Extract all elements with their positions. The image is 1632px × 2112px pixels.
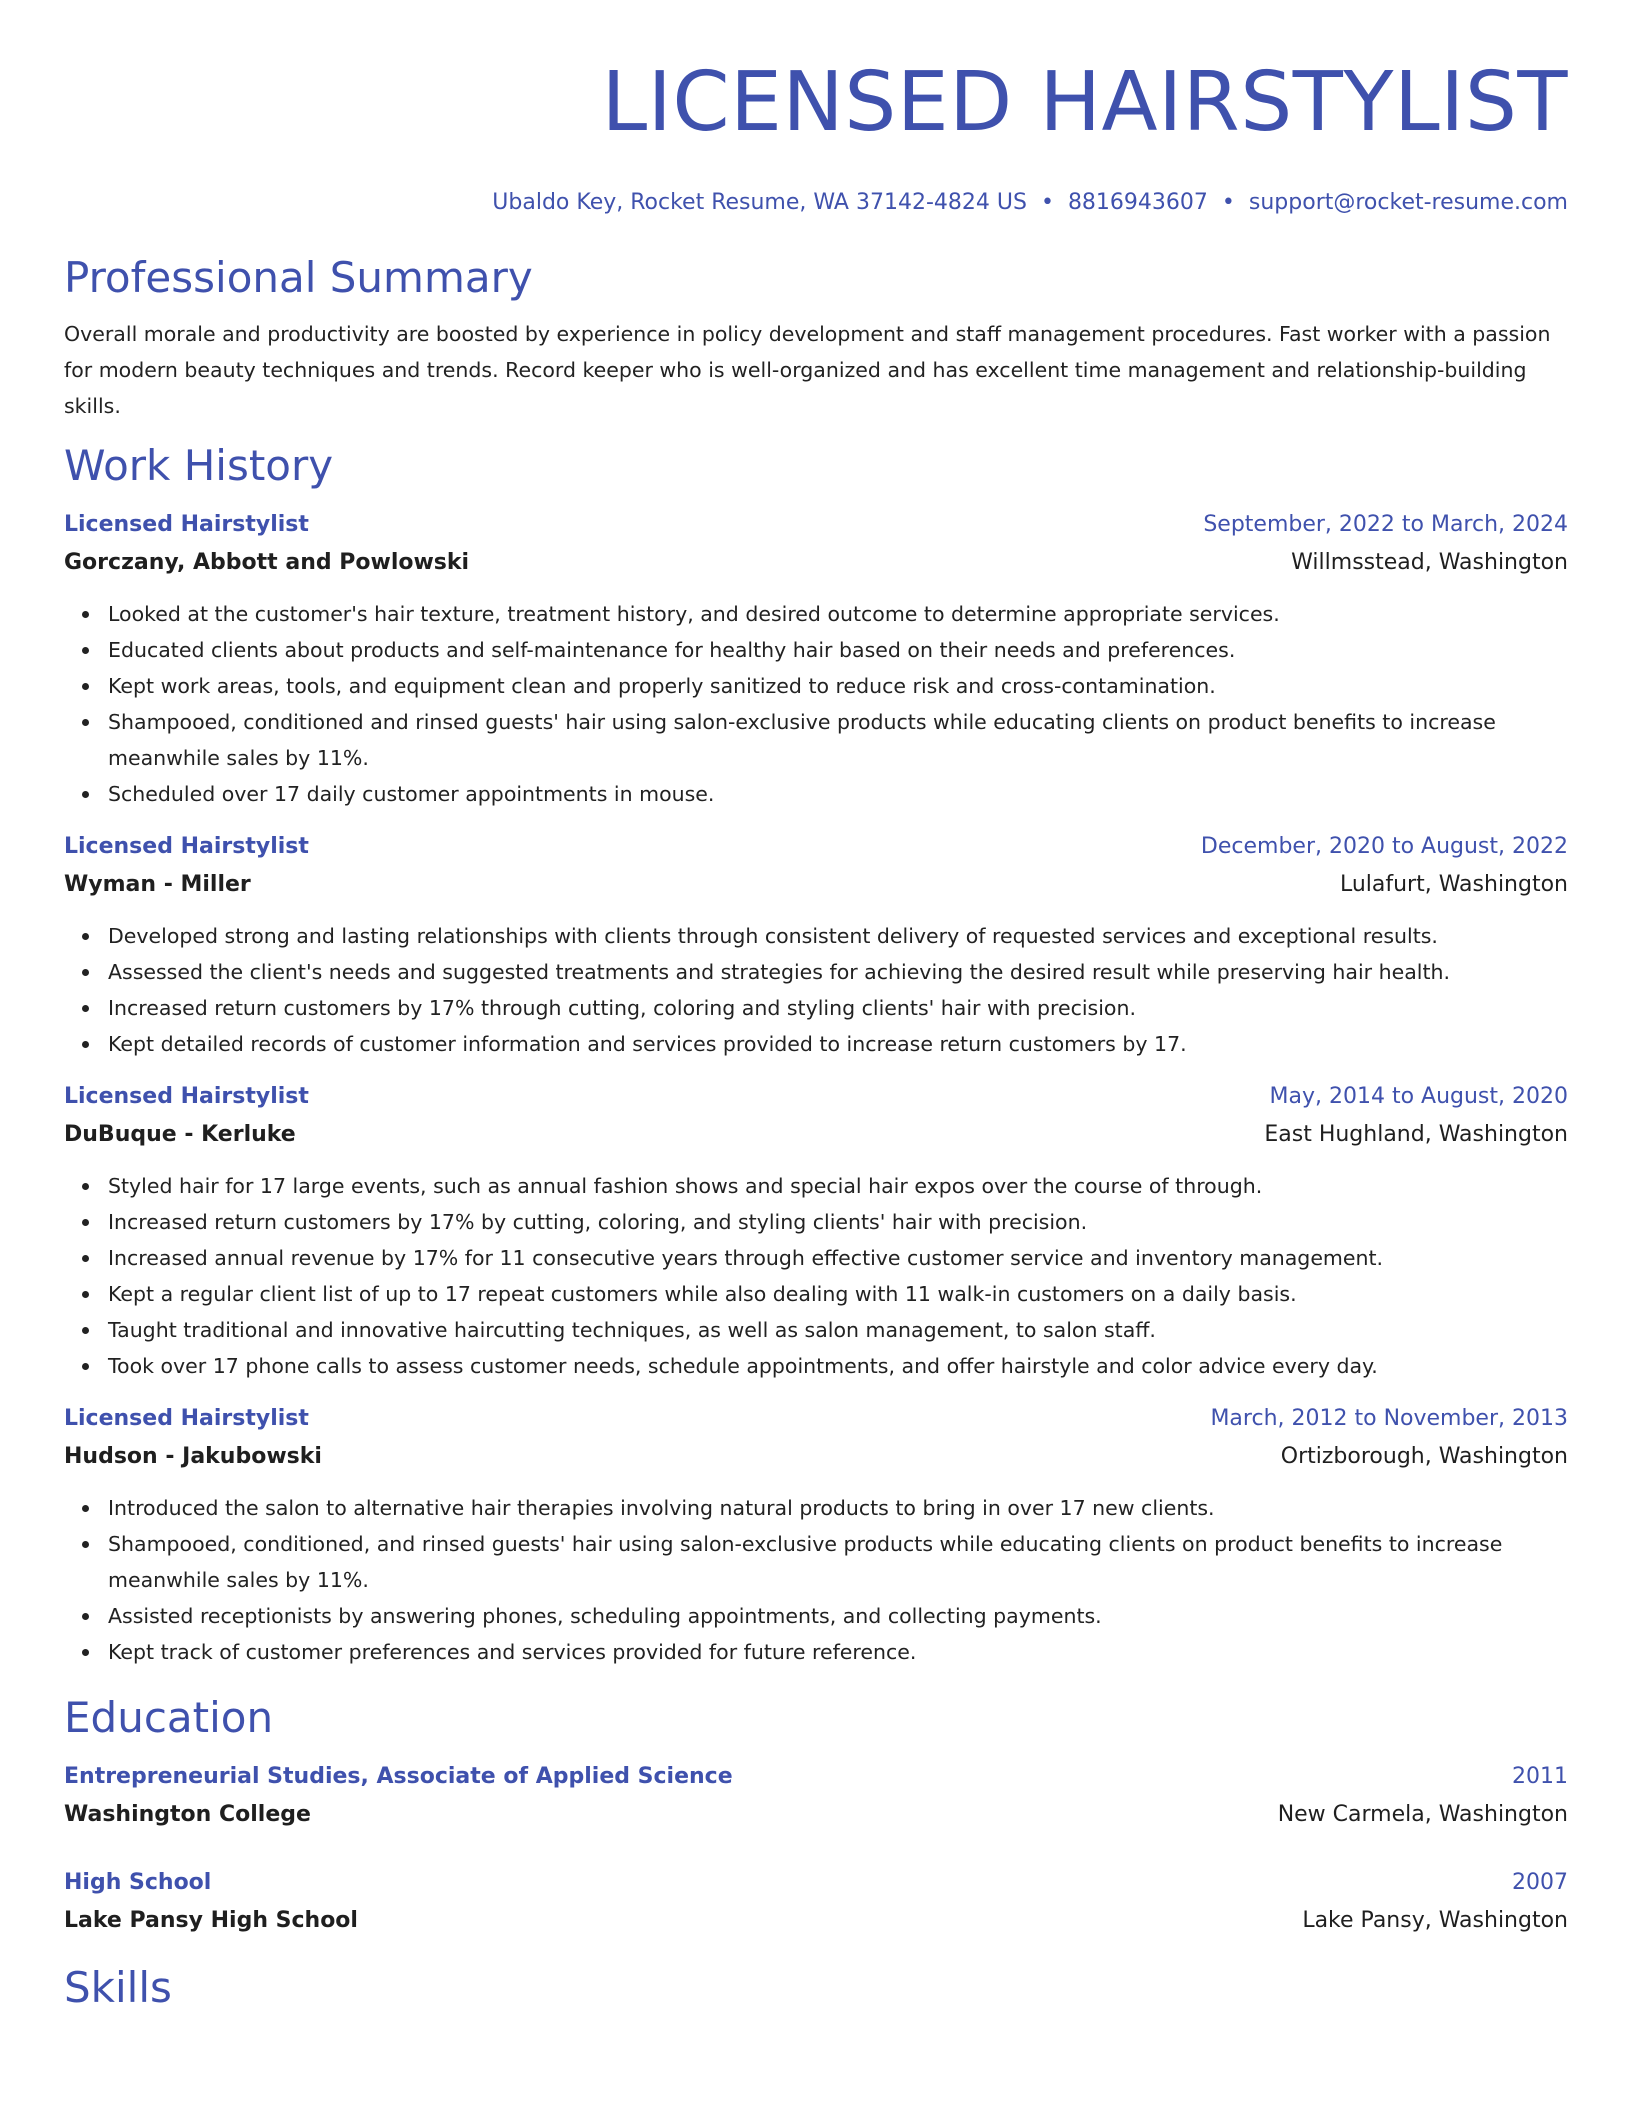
- job-bullet: Looked at the customer's hair texture, treatment history, and desired outcome to determine appropriate services.: [108, 596, 1568, 632]
- job-bullet: Increased return customers by 17% through cutting, coloring and styling clients' hair with precision.: [108, 990, 1568, 1026]
- job-bullets: [64, 596, 1568, 812]
- work-entry-subheader: [64, 544, 1568, 582]
- job-dates: December, 2020 to August, 2022: [1200, 834, 1568, 859]
- job-bullet: Taught traditional and innovative haircutting techniques, as well as salon management, to salon staff.: [108, 1312, 1568, 1348]
- education-entry: [64, 1864, 1568, 1940]
- job-bullets: [64, 918, 1568, 1062]
- job-bullet: Shampooed, conditioned, and rinsed guests' hair using salon-exclusive products while educating clients on product benefits to increase meanwhile sales by 11%.: [108, 1526, 1568, 1598]
- education-year: 2007: [1512, 1870, 1568, 1895]
- job-bullet: Scheduled over 17 daily customer appointments in mouse.: [108, 776, 1568, 812]
- job-bullet: Kept track of customer preferences and services provided for future reference.: [108, 1634, 1568, 1670]
- job-bullet: Kept a regular client list of up to 17 repeat customers while also dealing with 11 walk-in customers on a daily basis.: [108, 1276, 1568, 1312]
- job-company: DuBuque - Kerluke: [64, 1122, 296, 1147]
- job-bullet: Took over 17 phone calls to assess customer needs, schedule appointments, and offer hairstyle and color advice every day.: [108, 1348, 1568, 1384]
- education-school: Lake Pansy High School: [64, 1908, 358, 1933]
- contact-separator: •: [1040, 190, 1054, 215]
- job-bullet: Educated clients about products and self-maintenance for healthy hair based on their needs and preferences.: [108, 632, 1568, 668]
- job-title: Licensed Hairstylist: [64, 834, 309, 859]
- job-bullet: Developed strong and lasting relationships with clients through consistent delivery of requested services and exceptional results.: [108, 918, 1568, 954]
- education-entry-subheader: [64, 1902, 1568, 1940]
- education-entry-subheader: [64, 1796, 1568, 1834]
- contact-email[interactable]: support@rocket-resume.com: [1248, 190, 1568, 215]
- education-heading: Education: [64, 1693, 274, 1742]
- work-entry-subheader: [64, 1438, 1568, 1476]
- education-school: Washington College: [64, 1802, 311, 1827]
- job-company: Wyman - Miller: [64, 872, 251, 897]
- job-bullet: Introduced the salon to alternative hair therapies involving natural products to bring in over 17 new clients.: [108, 1490, 1568, 1526]
- job-title: Licensed Hairstylist: [64, 1406, 309, 1431]
- contact-separator: •: [1221, 190, 1235, 215]
- job-bullets: [64, 1168, 1568, 1384]
- work-entry: [64, 828, 1568, 1062]
- job-bullet: Styled hair for 17 large events, such as annual fashion shows and special hair expos over the course of through.: [108, 1168, 1568, 1204]
- skills-heading: Skills: [64, 1963, 172, 2012]
- job-location: Ortizborough, Washington: [1280, 1444, 1568, 1469]
- job-location: East Hughland, Washington: [1264, 1122, 1568, 1147]
- education-location: New Carmela, Washington: [1277, 1802, 1568, 1827]
- education-degree: Entrepreneurial Studies, Associate of Applied Science: [64, 1764, 733, 1789]
- contact-phone[interactable]: 8816943607: [1067, 190, 1208, 215]
- job-bullet: Assisted receptionists by answering phones, scheduling appointments, and collecting payments.: [108, 1598, 1568, 1634]
- job-bullet: Increased annual revenue by 17% for 11 consecutive years through effective customer service and inventory management.: [108, 1240, 1568, 1276]
- education-year: 2011: [1512, 1764, 1568, 1789]
- job-title: Licensed Hairstylist: [64, 512, 309, 537]
- job-company: Gorczany, Abbott and Powlowski: [64, 550, 470, 575]
- work-entry-subheader: [64, 1116, 1568, 1154]
- job-title: Licensed Hairstylist: [64, 1084, 309, 1109]
- work-entry-header: [64, 828, 1568, 866]
- job-dates: March, 2012 to November, 2013: [1210, 1406, 1568, 1431]
- education-degree: High School: [64, 1870, 212, 1895]
- job-company: Hudson - Jakubowski: [64, 1444, 322, 1469]
- job-bullet: Kept work areas, tools, and equipment clean and properly sanitized to reduce risk and cross-contamination.: [108, 668, 1568, 704]
- job-location: Willmsstead, Washington: [1291, 550, 1568, 575]
- education-location: Lake Pansy, Washington: [1302, 1908, 1568, 1933]
- job-location: Lulafurt, Washington: [1339, 872, 1568, 897]
- work-entry-subheader: [64, 866, 1568, 904]
- job-bullets: [64, 1490, 1568, 1670]
- education-entry: [64, 1758, 1568, 1834]
- contact-address: Ubaldo Key, Rocket Resume, WA 37142-4824 US: [492, 190, 1027, 215]
- work-history-heading: Work History: [64, 441, 334, 490]
- work-entry: [64, 506, 1568, 812]
- education-entry-header: [64, 1758, 1568, 1796]
- work-entry: [64, 1400, 1568, 1670]
- page-title: LICENSED HAIRSTYLIST: [601, 55, 1568, 150]
- job-dates: September, 2022 to March, 2024: [1203, 512, 1568, 537]
- work-entry: [64, 1078, 1568, 1384]
- contact-line: [64, 188, 1568, 218]
- job-bullet: Shampooed, conditioned and rinsed guests' hair using salon-exclusive products while educating clients on product benefits to increase meanwhile sales by 11%.: [108, 704, 1568, 776]
- work-entry-header: [64, 1078, 1568, 1116]
- education-entry-header: [64, 1864, 1568, 1902]
- work-entry-header: [64, 506, 1568, 544]
- summary-text: Overall morale and productivity are boosted by experience in policy development and staff management procedures. Fast worker with a passion for modern beauty techniques and trends. Record keeper who is well-organized and has excellent time management and relationship-building skills.: [64, 322, 1551, 418]
- job-bullet: Increased return customers by 17% by cutting, coloring, and styling clients' hair with precision.: [108, 1204, 1568, 1240]
- summary-heading: Professional Summary: [64, 253, 533, 302]
- job-bullet: Kept detailed records of customer information and services provided to increase return customers by 17.: [108, 1026, 1568, 1062]
- job-bullet: Assessed the client's needs and suggested treatments and strategies for achieving the desired result while preserving hair health.: [108, 954, 1568, 990]
- work-entry-header: [64, 1400, 1568, 1438]
- job-dates: May, 2014 to August, 2020: [1269, 1084, 1568, 1109]
